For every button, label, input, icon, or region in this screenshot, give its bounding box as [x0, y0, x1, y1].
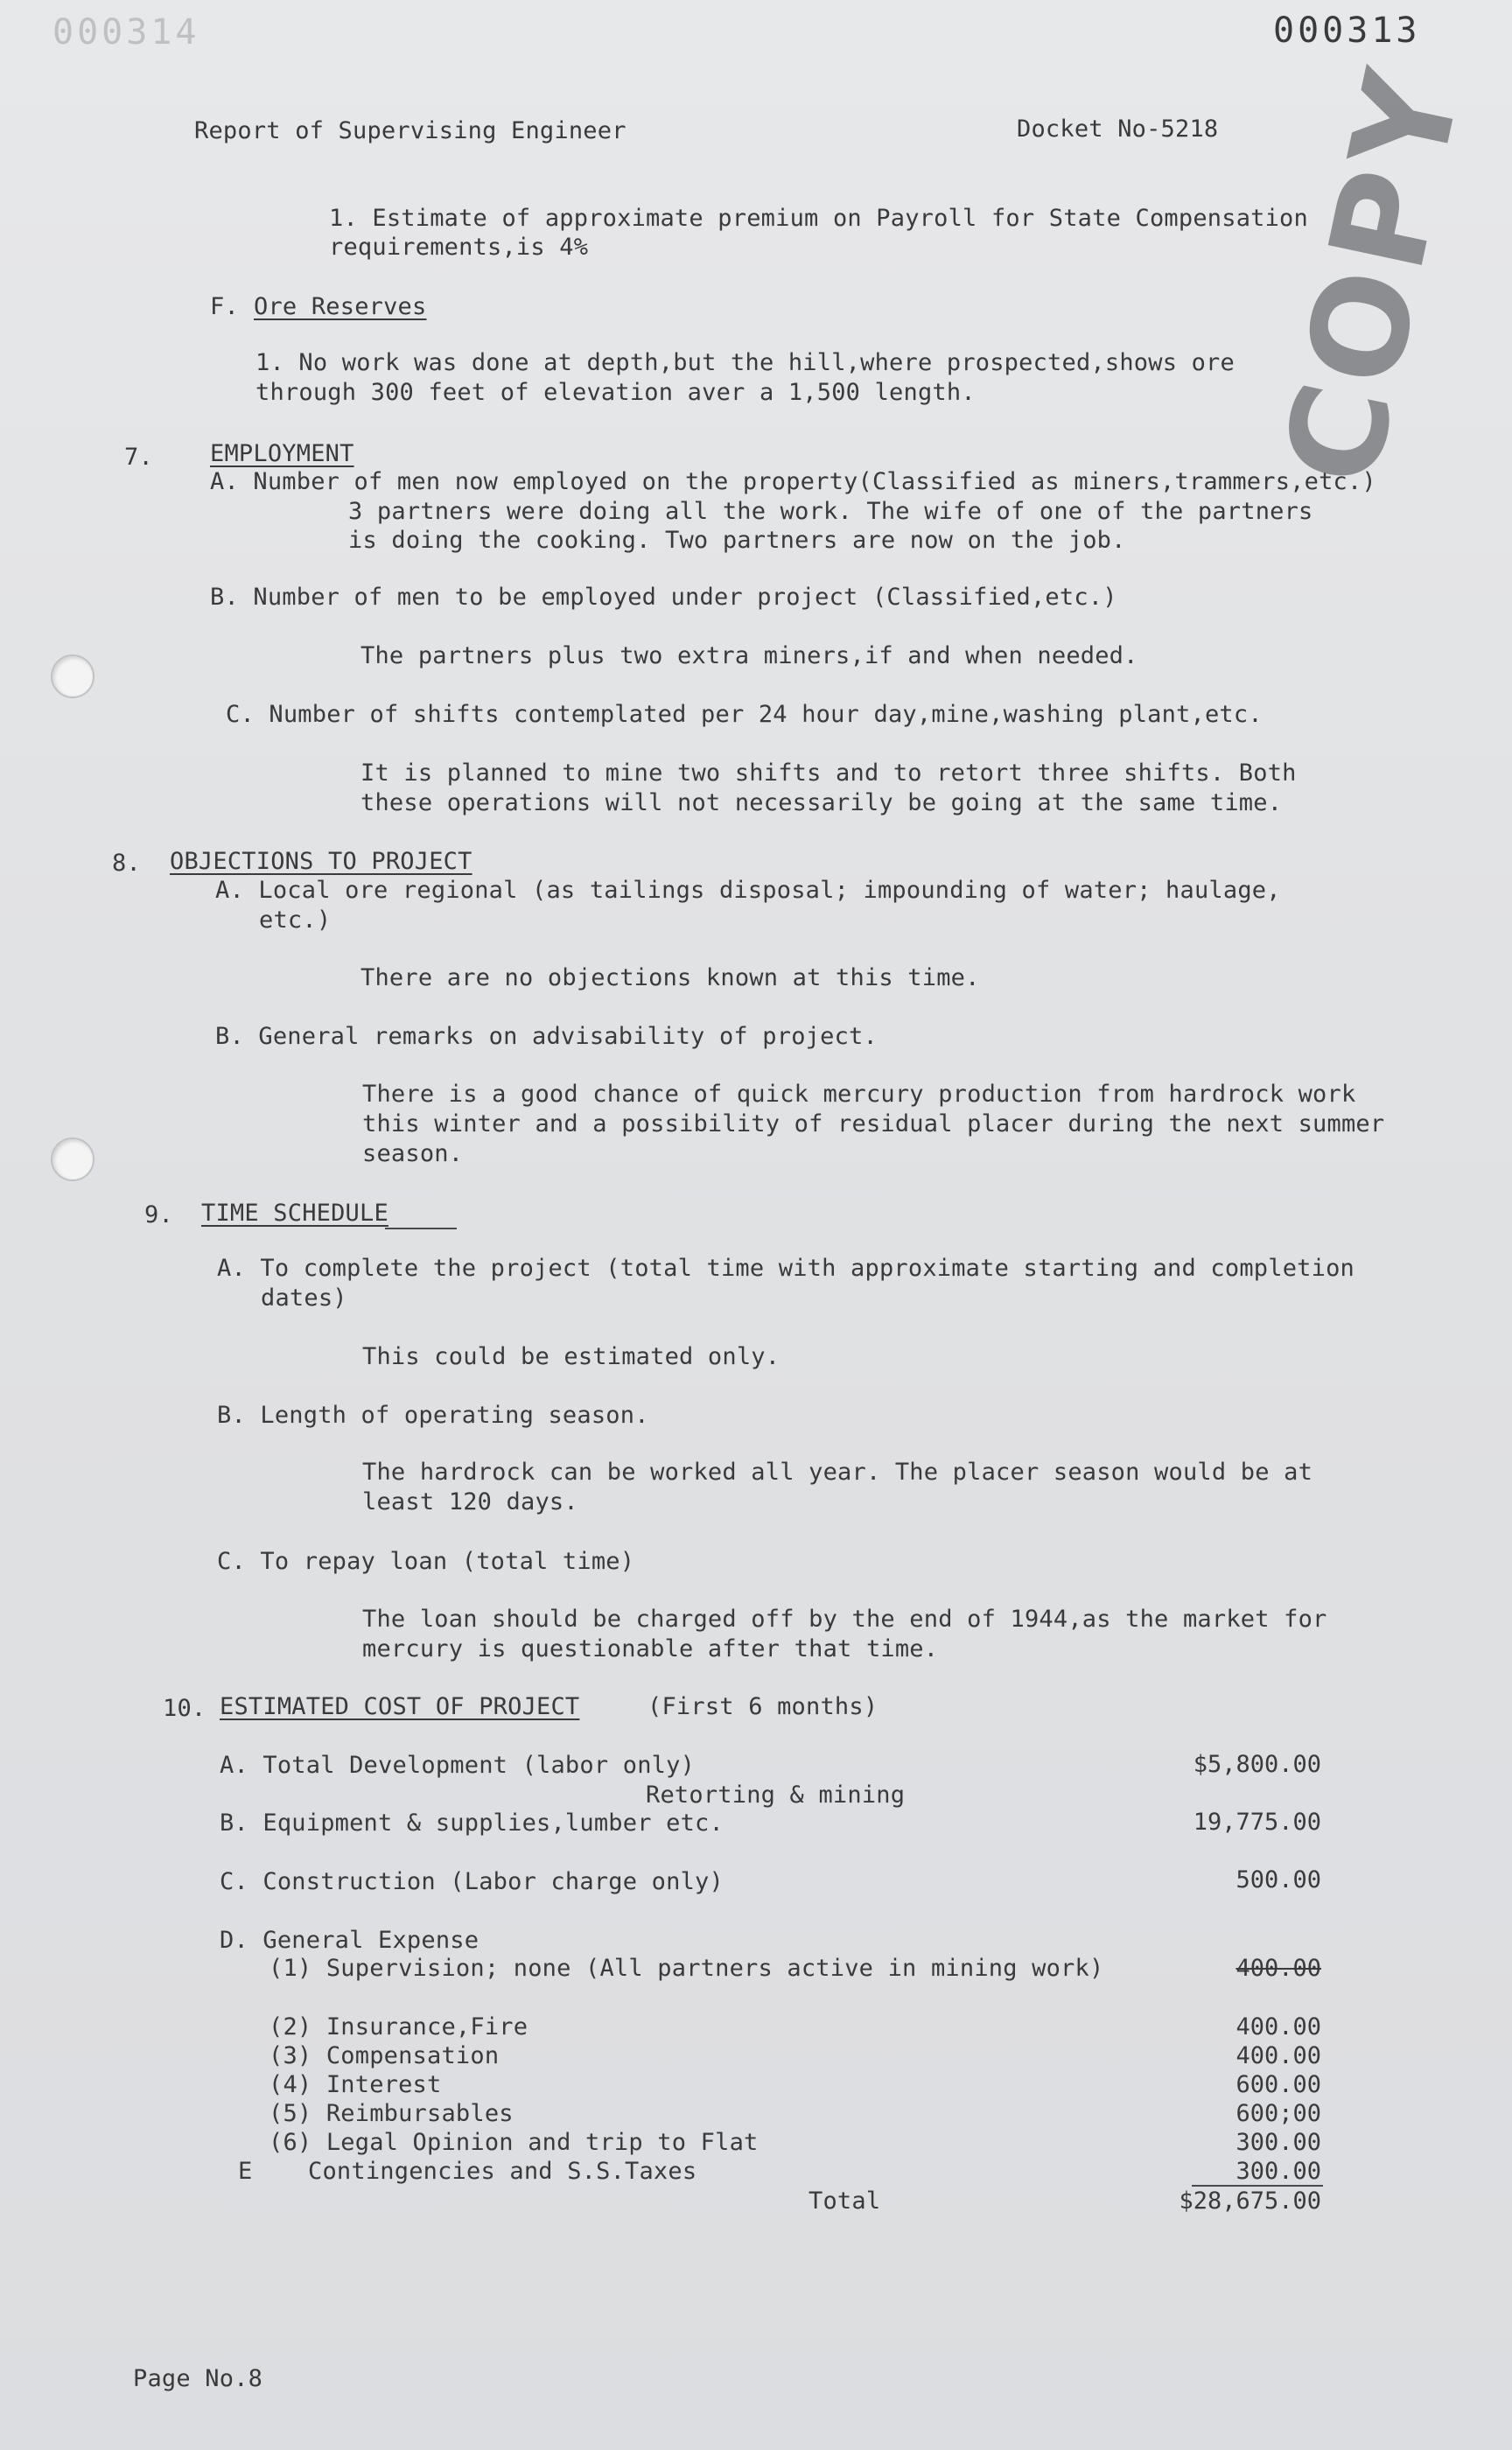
- section-label: F.: [210, 293, 239, 320]
- cost-value: 600;00: [1236, 2100, 1321, 2127]
- text-line: B. Length of operating season.: [217, 1402, 649, 1429]
- text-line: It is planned to mine two shifts and to retort three shifts. Both: [360, 760, 1297, 787]
- cost-label: (5) Reimbursables: [269, 2100, 514, 2127]
- cost-value: 300.00: [1236, 2129, 1321, 2156]
- section-heading: ESTIMATED COST OF PROJECT: [220, 1693, 580, 1720]
- text-line: least 120 days.: [362, 1488, 578, 1516]
- text-line: is doing the cooking. Two partners are now on the job.: [348, 527, 1126, 554]
- text-line: There is a good chance of quick mercury production from hardrock work: [362, 1081, 1356, 1108]
- cost-label: D. General Expense: [220, 1927, 480, 1954]
- punch-hole: [51, 1138, 94, 1181]
- text-line: requirements,is 4%: [329, 234, 589, 261]
- cost-label: (6) Legal Opinion and trip to Flat: [269, 2129, 759, 2156]
- cost-value: 400.00: [1236, 2042, 1321, 2069]
- total-label: Total: [808, 2188, 881, 2215]
- cost-value-struck: 400.00: [1236, 1955, 1321, 1982]
- cost-label: (1) Supervision; none (All partners active in mining work): [269, 1955, 1104, 1982]
- cost-note: Retorting & mining: [646, 1782, 906, 1809]
- text-line: A. Number of men now employed on the property(Classified as miners,trammers,etc.): [210, 468, 1376, 495]
- text-line: A. To complete the project (total time with approximate starting and completion: [217, 1255, 1354, 1282]
- section-number: 8.: [112, 850, 141, 877]
- text-line: B. General remarks on advisability of project.: [215, 1023, 878, 1050]
- text-line: C. Number of shifts contemplated per 24 hour day,mine,washing plant,etc.: [226, 701, 1263, 728]
- text-line: This could be estimated only.: [362, 1343, 780, 1370]
- text-line: A. Local ore regional (as tailings disposal; impounding of water; haulage,: [215, 877, 1281, 904]
- report-title: Report of Supervising Engineer: [194, 117, 626, 144]
- section-heading: Ore Reserves: [254, 293, 427, 320]
- text-line: through 300 feet of elevation aver a 1,500 length.: [256, 379, 976, 406]
- section-heading: EMPLOYMENT: [210, 440, 354, 467]
- heading-rule: [385, 1228, 457, 1229]
- cost-label: A. Total Development (labor only): [220, 1752, 696, 1779]
- text-line: season.: [362, 1140, 464, 1167]
- cost-label: B. Equipment & supplies,lumber etc.: [220, 1810, 724, 1837]
- copy-stamp: COPY: [1255, 54, 1493, 497]
- section-heading: OBJECTIONS TO PROJECT: [170, 848, 472, 875]
- text-line: There are no objections known at this time.: [360, 964, 980, 991]
- section-number: 9.: [144, 1201, 173, 1228]
- text-line: C. To repay loan (total time): [217, 1548, 635, 1575]
- text-line: The partners plus two extra miners,if and when needed.: [360, 642, 1138, 669]
- cost-value: $5,800.00: [1193, 1751, 1321, 1778]
- text-line: 3 partners were doing all the work. The wife of one of the partners: [348, 498, 1313, 525]
- cost-value: 500.00: [1236, 1866, 1321, 1894]
- doc-number: 000313: [1273, 10, 1421, 51]
- cost-label: (2) Insurance,Fire: [269, 2013, 528, 2040]
- cost-value: 400.00: [1236, 2013, 1321, 2040]
- text-line: The loan should be charged off by the end of 1944,as the market for: [362, 1606, 1327, 1633]
- text-line: etc.): [259, 906, 332, 934]
- text-line: these operations will not necessarily be going at the same time.: [360, 789, 1283, 816]
- cost-label: Contingencies and S.S.Taxes: [308, 2158, 697, 2185]
- text-line: The hardrock can be worked all year. The placer season would be at: [362, 1459, 1313, 1486]
- page-number: Page No.8: [133, 2365, 263, 2392]
- cost-label: (4) Interest: [269, 2071, 442, 2098]
- section-heading: TIME SCHEDULE: [201, 1200, 388, 1227]
- total-value: $28,675.00: [1179, 2188, 1321, 2215]
- cost-value: 19,775.00: [1193, 1809, 1321, 1836]
- text-line: 1. No work was done at depth,but the hill,where prospected,shows ore: [256, 349, 1235, 376]
- punch-hole: [51, 654, 94, 698]
- cost-label: C. Construction (Labor charge only): [220, 1868, 724, 1895]
- section-note: (First 6 months): [648, 1693, 878, 1720]
- faint-doc-number: 000314: [52, 12, 200, 52]
- cost-value: 600.00: [1236, 2071, 1321, 2098]
- cost-letter: E: [238, 2158, 253, 2185]
- section-number: 10.: [163, 1695, 206, 1722]
- section-number: 7.: [124, 444, 153, 471]
- text-line: mercury is questionable after that time.: [362, 1635, 939, 1662]
- docket-number: Docket No-5218: [1017, 116, 1219, 143]
- text-line: 1. Estimate of approximate premium on Payroll for State Compensation: [329, 205, 1308, 232]
- cost-value: 300.00: [1236, 2158, 1321, 2185]
- text-line: B. Number of men to be employed under project (Classified,etc.): [210, 584, 1117, 611]
- text-line: dates): [261, 1284, 347, 1312]
- text-line: this winter and a possibility of residual placer during the next summer: [362, 1110, 1385, 1138]
- cost-label: (3) Compensation: [269, 2042, 500, 2069]
